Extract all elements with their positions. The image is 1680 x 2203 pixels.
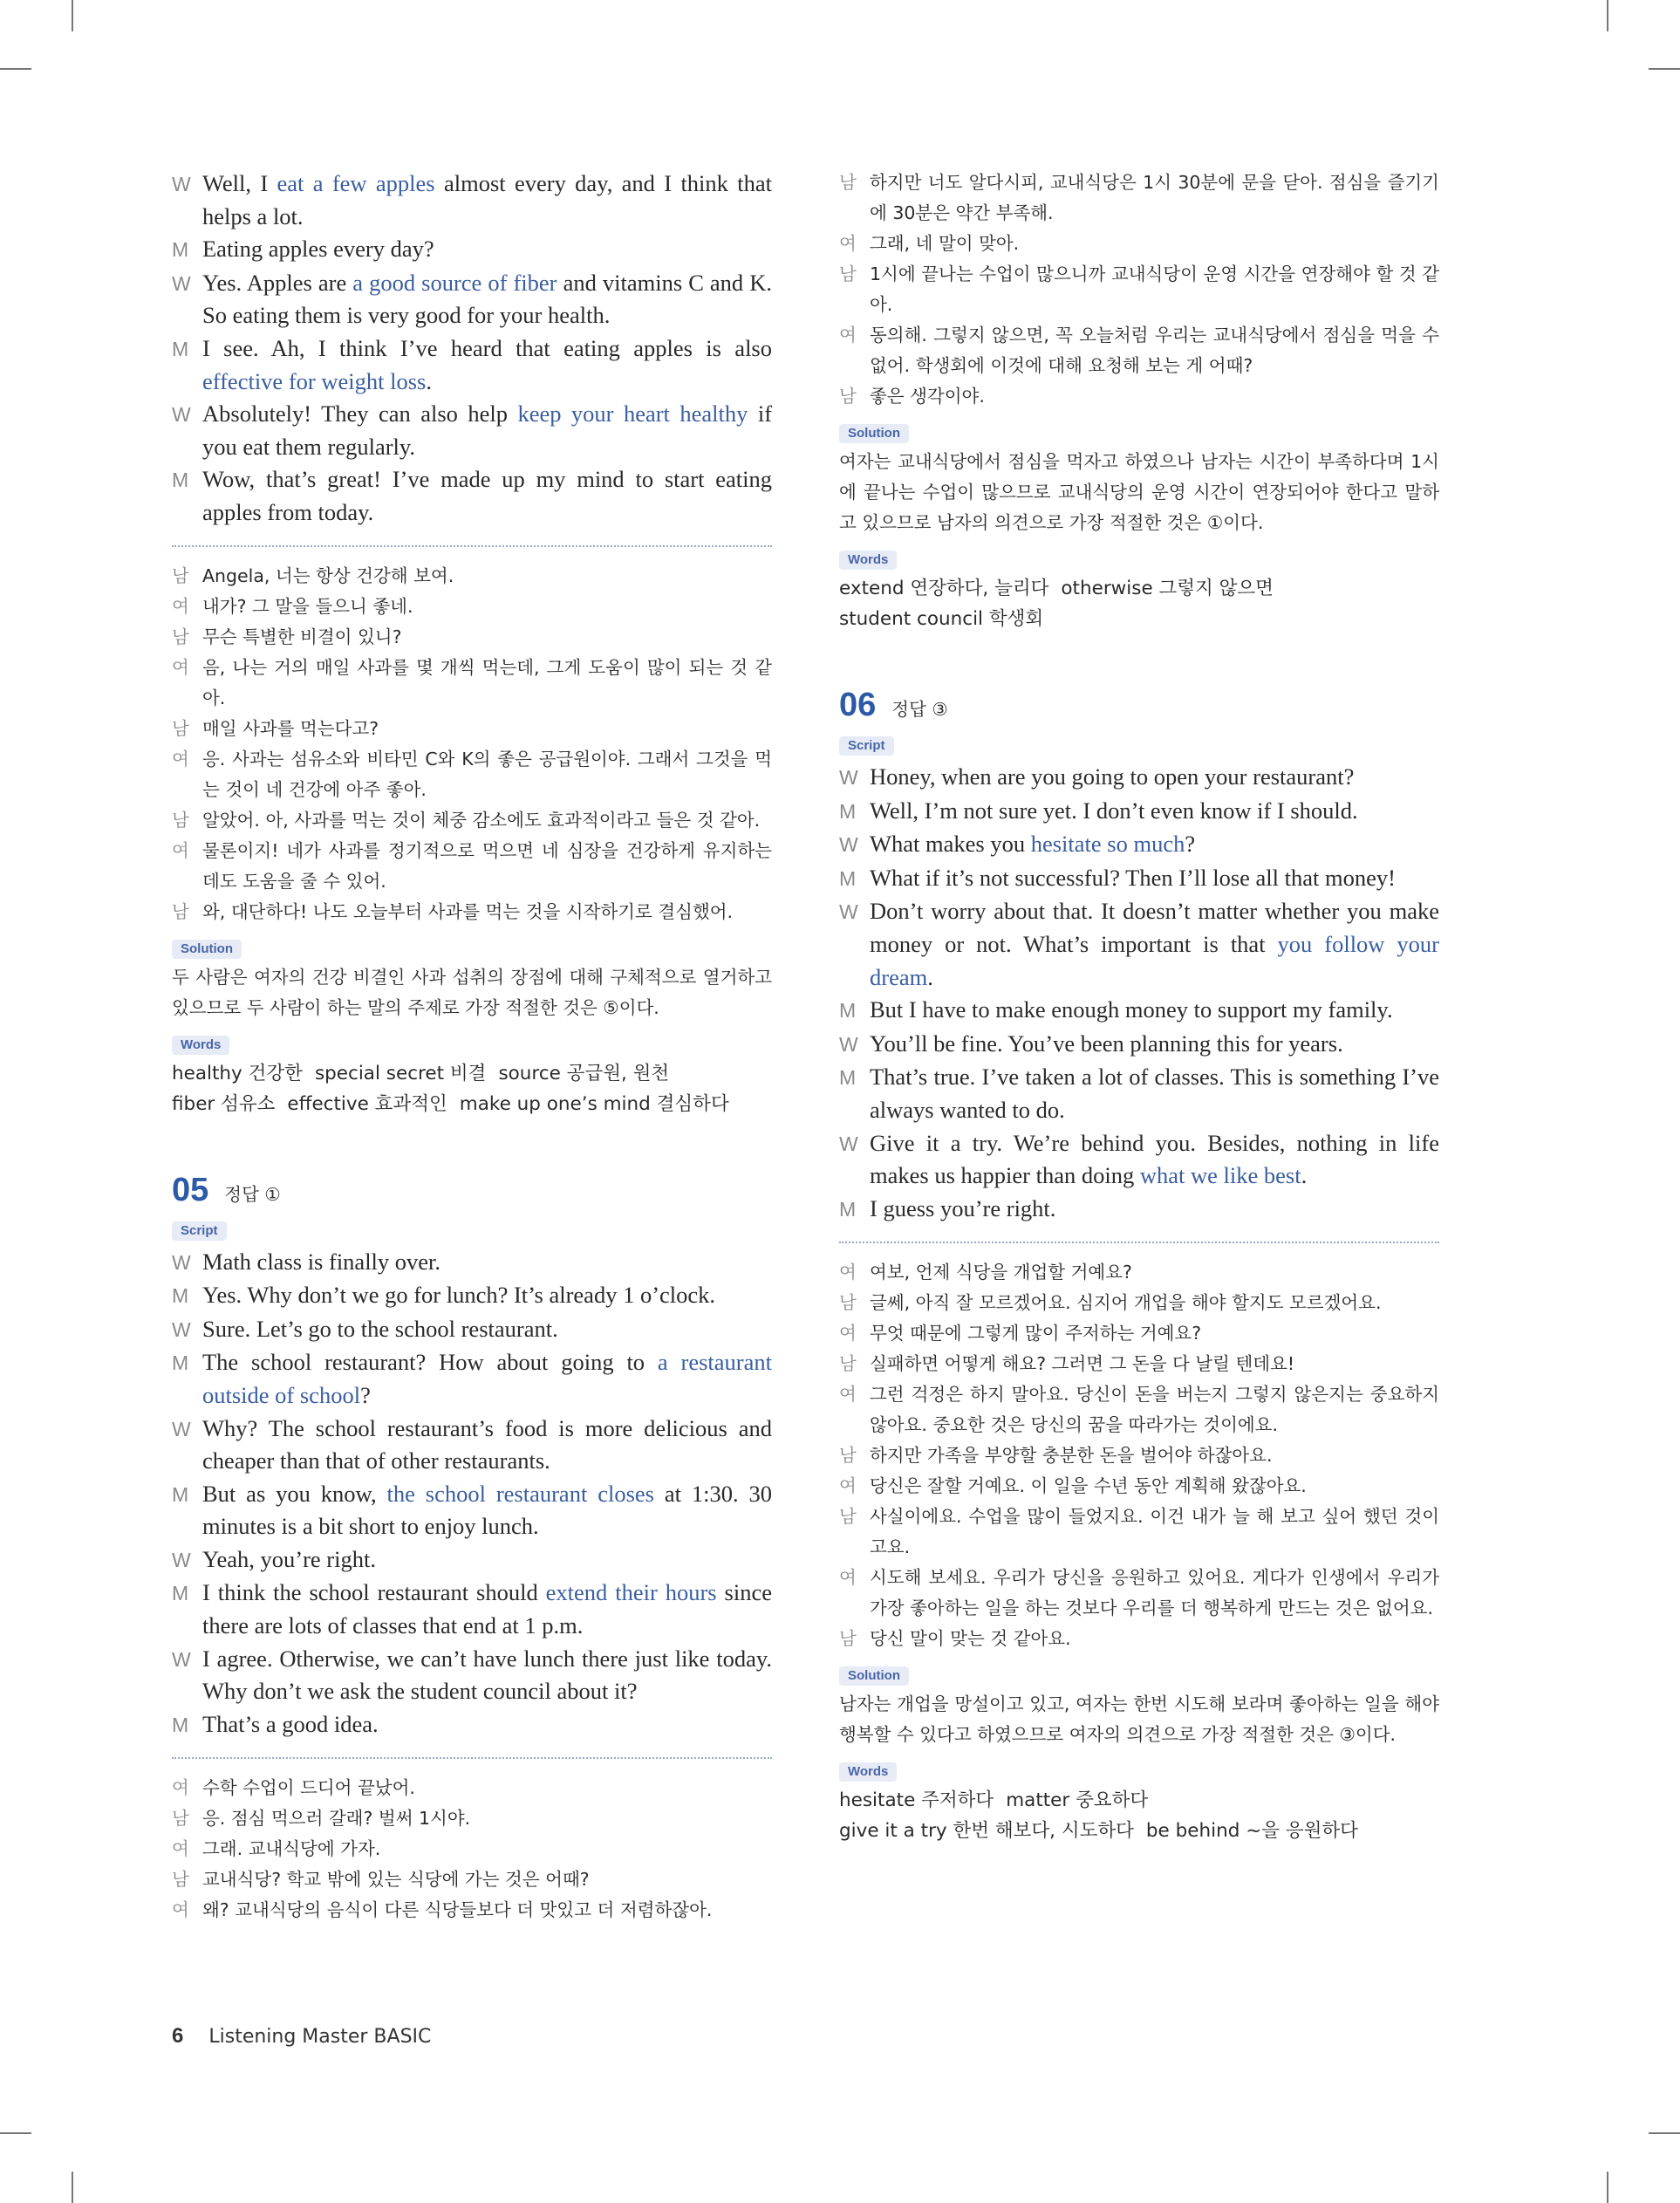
script-text (202, 463, 772, 529)
solution-tag: Solution (839, 424, 909, 443)
question-number: 05 (172, 1171, 209, 1208)
translation-text: 무엇 때문에 그렇게 많이 주저하는 거예요? (870, 1323, 1202, 1344)
script-line (839, 761, 1439, 795)
words-tag: Words (839, 1762, 897, 1782)
highlight-phrase: effective for weight loss (202, 367, 427, 394)
translation-text: 시도해 보세요. 우리가 당신을 응원하고 있어요. 게다가 인생에서 우리가 가장 좋아하는 일을 하는 것보다 우리를 더 행복하게 만드는 것은 없어요. (870, 1567, 1439, 1619)
text-run: Honey, when are you going to open your restaurant? (870, 763, 1355, 790)
highlight-phrase: hesitate so much (1030, 831, 1185, 858)
translation-continued (172, 561, 772, 927)
speaker-label: 남 (839, 1628, 857, 1650)
highlight-phrase: the school restaurant closes (386, 1480, 654, 1507)
text-run: That’s true. I’ve taken a lot of classes. This is something I’ve always wanted to do. (870, 1064, 1439, 1123)
text-run: That’s a good idea. (202, 1710, 379, 1737)
script-text (870, 1193, 1439, 1227)
words-row (839, 1785, 1439, 1816)
translation-line (839, 229, 1439, 259)
speaker-label: W (172, 1548, 191, 1571)
script-line (172, 463, 772, 529)
script-text (202, 1346, 772, 1412)
crop-mark (0, 68, 31, 70)
translation-line (172, 714, 772, 744)
speaker-label: 여 (172, 839, 189, 861)
highlight-phrase: extend their hours (545, 1579, 717, 1606)
text-run: What if it’s not successful? Then I’ll lose all that money! (870, 864, 1396, 891)
speaker-label: M (172, 469, 189, 492)
text-run: Why? The school restaurant’s food is more delicious and cheaper than that of other restaurants. (202, 1414, 772, 1474)
solution-text: 여자는 교내식당에서 점심을 먹자고 하였으나 남자는 시간이 부족하다며 1시에 끝나는 수업이 많으므로 교내식당의 운영 시간이 연장되어야 한다고 말하고 있으므로 남자의 의견으로 가장 적절한 것은 ①이다. (839, 451, 1439, 533)
text-run: I see. Ah, I think I’ve heard that eating apples is also (202, 334, 772, 361)
text-run: I guess you’re right. (870, 1194, 1056, 1221)
speaker-label: 남 (172, 717, 189, 739)
speaker-label: 여 (172, 656, 189, 678)
speaker-label: 남 (839, 386, 857, 407)
speaker-label: W (839, 1032, 858, 1056)
speaker-label: 남 (172, 1869, 189, 1891)
speaker-label: 여 (839, 233, 857, 254)
translation-line (172, 1773, 772, 1803)
speaker-label: 남 (839, 1353, 857, 1375)
text-run: Sure. Let’s go to the school restaurant. (202, 1315, 558, 1342)
speaker-label: W (172, 271, 191, 295)
speaker-label: W (839, 900, 858, 924)
word-entry: source 공급원, 원천 (498, 1062, 670, 1084)
crop-mark (1649, 2132, 1680, 2134)
left-column (172, 168, 772, 1926)
highlight-phrase: a good source of fiber (352, 269, 557, 296)
translation-text: 당신 말이 맞는 것 같아요. (870, 1628, 1071, 1650)
words-section (172, 1036, 772, 1119)
speaker-label: 여 (839, 325, 857, 346)
words-list (839, 573, 1439, 634)
answer-label: 정답 ③ (891, 699, 948, 720)
text-run: Give it a try. We’re behind you. Besides, nothing in life makes us happier than doing (870, 1129, 1439, 1189)
speaker-label: M (172, 1351, 189, 1375)
speaker-label: W (172, 1647, 191, 1671)
translation-text: 하지만 너도 알다시피, 교내식당은 1시 30분에 문을 닫아. 점심을 즐기기에 30분은 약간 부족해. (870, 172, 1439, 223)
script-line (172, 1346, 772, 1412)
text-run: ? (1185, 831, 1196, 858)
text-run: Absolutely! They can also help (202, 400, 518, 428)
text-run: if you eat them regularly. (202, 400, 773, 460)
translation-text: 음, 나는 거의 매일 사과를 몇 개씩 먹는데, 그게 도움이 많이 되는 것 같아. (202, 656, 772, 708)
text-run: Well, I’m not sure yet. I don’t even know if I should. (870, 797, 1358, 824)
question-number: 06 (839, 687, 877, 723)
crop-mark (1607, 2172, 1608, 2203)
translation-text: Angela, 너는 항상 건강해 보여. (202, 564, 454, 586)
script-text (202, 1246, 772, 1280)
crop-mark (1649, 68, 1680, 70)
speaker-label: M (172, 238, 189, 262)
text-run: Well, I (202, 170, 277, 196)
text-run: Yes. Why don’t we go for lunch? It’s already 1 o’clock. (202, 1282, 716, 1309)
highlight-phrase: eat a few apples (277, 170, 435, 196)
crop-mark (0, 2132, 31, 2134)
translation-text: 좋은 생각이야. (870, 386, 985, 407)
speaker-label: 남 (839, 263, 857, 284)
solution-tag: Solution (839, 1666, 909, 1686)
translation-text: 그런 걱정은 하지 말아요. 당신이 돈을 버는지 그렇지 않은지는 중요하지 않아요. 중요한 것은 당신의 꿈을 따라가는 것이에요. (870, 1384, 1439, 1436)
speaker-label: W (172, 1250, 191, 1274)
divider (172, 1757, 772, 1759)
translation-line (839, 1471, 1439, 1502)
speaker-label: 남 (172, 900, 189, 922)
translation-line (839, 1440, 1439, 1471)
script-text (870, 862, 1439, 896)
translation-text: 그래. 교내식당에 가자. (202, 1838, 381, 1860)
script-line (839, 895, 1439, 994)
word-entry: effective 효과적인 (287, 1092, 447, 1115)
translation-text: 그래, 네 말이 맞아. (870, 233, 1020, 254)
translation-text: 응. 점심 먹으러 갈래? 벌써 1시야. (202, 1808, 471, 1830)
translation-line (172, 744, 772, 805)
words-tag: Words (172, 1036, 229, 1055)
text-run: Wow, that’s great! I’ve made up my mind to start eating apples from today. (202, 466, 772, 525)
speaker-label: M (172, 1713, 189, 1736)
text-run: Eating apples every day? (202, 236, 434, 263)
translation-line (839, 1349, 1439, 1379)
crop-mark (1607, 0, 1608, 31)
words-row (172, 1089, 772, 1119)
translation-line (839, 320, 1439, 381)
question-header (839, 687, 1439, 724)
speaker-label: 여 (839, 1475, 857, 1497)
text-run: . (426, 367, 432, 394)
translation-line (172, 1895, 772, 1926)
script-line (172, 1413, 772, 1478)
words-section (839, 551, 1439, 634)
word-entry: be behind ~을 응원하다 (1145, 1820, 1358, 1843)
words-row (839, 604, 1439, 634)
text-run: . (1301, 1162, 1308, 1189)
speaker-label: 여 (172, 1899, 189, 1921)
word-entry: student council 학생회 (839, 608, 1044, 630)
divider (839, 1242, 1439, 1243)
translation-text: 동의해. 그렇지 않으면, 꼭 오늘처럼 우리는 교내식당에서 점심을 먹을 수 없어. 학생회에 이것에 대해 요청해 보는 게 어때? (870, 325, 1439, 376)
script (839, 761, 1439, 1226)
translation-line (839, 1288, 1439, 1318)
word-entry: make up one’s mind 결심하다 (459, 1092, 729, 1115)
text-run: I agree. Otherwise, we can’t have lunch there just like today. Why don’t we ask the student council about it? (202, 1645, 772, 1705)
script-line (172, 332, 772, 398)
answer-label: 정답 ① (224, 1183, 281, 1205)
translation-text: 왜? 교내식당의 음식이 다른 식당들보다 더 맛있고 더 저렴하잖아. (202, 1899, 713, 1921)
script-text (202, 398, 772, 463)
text-run: ? (360, 1381, 371, 1408)
word-entry: special secret 비결 (314, 1062, 487, 1084)
speaker-label: 여 (839, 1384, 857, 1406)
script-text (202, 1708, 772, 1742)
script-line (172, 1643, 772, 1708)
script-line (172, 398, 772, 463)
speaker-label: 여 (172, 595, 189, 617)
script-text (870, 895, 1439, 994)
translation-text: 실패하면 어떻게 해요? 그러면 그 돈을 다 날릴 텐데요! (870, 1353, 1295, 1375)
script-tag: Script (172, 1221, 227, 1241)
translation-text: 물론이지! 네가 사과를 정기적으로 먹으면 네 심장을 건강하게 유지하는 데도 도움을 줄 수 있어. (202, 839, 772, 892)
highlight-phrase: keep your heart healthy (517, 400, 748, 428)
speaker-label: M (839, 1197, 857, 1221)
script-text (202, 267, 772, 332)
solution-text: 두 사람은 여자의 건강 비결인 사과 섭취의 장점에 대해 구체적으로 열거하고 있으므로 두 사람이 하는 말의 주제로 가장 적절한 것은 ⑤이다. (172, 966, 772, 1018)
script-text (202, 1413, 772, 1478)
speaker-label: M (839, 866, 857, 890)
script-text (870, 761, 1439, 795)
solution-text: 남자는 개업을 망설이고 있고, 여자는 한번 시도해 보라며 좋아하는 일을 해야 행복할 수 있다고 하였으므로 여자의 의견으로 가장 적절한 것은 ③이다. (839, 1693, 1439, 1746)
speaker-label: M (172, 1284, 189, 1308)
words-section (839, 1762, 1439, 1846)
highlight-phrase: what we like best (1139, 1162, 1301, 1189)
translation-line (839, 1563, 1439, 1624)
speaker-label: 남 (839, 1506, 857, 1528)
script-text (202, 1313, 772, 1347)
speaker-label: W (172, 403, 191, 427)
word-entry: hesitate 주저하다 (839, 1789, 994, 1812)
translation-text: 응. 사과는 섬유소와 비타민 C와 K의 좋은 공급원이야. 그래서 그것을 먹는 것이 네 건강에 아주 좋아. (202, 748, 772, 800)
words-row (172, 1058, 772, 1089)
text-run: I think the school restaurant should (202, 1579, 546, 1606)
script-line (172, 267, 772, 332)
translation-text: 내가? 그 말을 들으니 좋네. (202, 595, 413, 617)
speaker-label: M (839, 1066, 857, 1090)
script-text (202, 233, 772, 267)
script-text (202, 1543, 772, 1577)
speaker-label: 남 (172, 564, 189, 586)
script-line (172, 1313, 772, 1347)
script-line (839, 1028, 1439, 1062)
translation-text: 알았어. 아, 사과를 먹는 것이 체중 감소에도 효과적이라고 들은 것 같아. (202, 809, 761, 831)
translation-line (839, 1502, 1439, 1563)
translation-line (172, 805, 772, 836)
script-text (870, 1028, 1439, 1062)
translation-line (839, 1624, 1439, 1654)
page-number: 6 (172, 2024, 184, 2048)
translation-line (839, 1257, 1439, 1288)
speaker-label: W (839, 833, 858, 857)
speaker-label: 여 (839, 1323, 857, 1344)
translation-line (172, 897, 772, 927)
translation-line (172, 836, 772, 897)
text-run: But as you know, (202, 1480, 387, 1507)
script-text (202, 1577, 772, 1642)
translation-line (839, 259, 1439, 320)
speaker-label: W (172, 1317, 191, 1341)
script-line (839, 795, 1439, 829)
translation-text: 와, 대단하다! 나도 오늘부터 사과를 먹는 것을 시작하기로 결심했어. (202, 900, 734, 922)
word-entry: give it a try 한번 해보다, 시도하다 (839, 1820, 1134, 1843)
script-line (172, 1279, 772, 1313)
text-run: You’ll be fine. You’ve been planning this for years. (870, 1030, 1343, 1057)
speaker-label: W (839, 766, 858, 789)
translation-text: 1시에 끝나는 수업이 많으니까 교내식당이 운영 시간을 연장해야 할 것 같아. (870, 263, 1439, 315)
script-line (839, 1061, 1439, 1126)
translation-text: 하지만 가족을 부양할 충분한 돈을 벌어야 하잖아요. (870, 1445, 1273, 1467)
speaker-label: W (172, 173, 191, 195)
speaker-label: M (839, 799, 857, 823)
speaker-label: 남 (172, 626, 189, 647)
text-run: But I have to make enough money to support my family. (870, 996, 1393, 1023)
text-run: and vitamins C and K. So eating them is very good for your health. (202, 269, 772, 329)
translation (839, 1257, 1439, 1654)
translation-text: 여보, 언제 식당을 개업할 거예요? (870, 1262, 1132, 1283)
translation-text: 당신은 잘할 거예요. 이 일을 수년 동안 계획해 왔잖아요. (870, 1475, 1307, 1497)
translation-text: 교내식당? 학교 밖에 있는 식당에 가는 것은 어때? (202, 1869, 590, 1891)
translation-text: 사실이에요. 수업을 많이 들었지요. 이건 내가 늘 해 보고 싶어 했던 것이고요. (870, 1506, 1439, 1558)
script-continued (172, 168, 772, 530)
text-run: Math class is finally over. (202, 1248, 441, 1275)
speaker-label: W (839, 1132, 858, 1155)
translation-line (172, 561, 772, 592)
divider (172, 545, 772, 547)
translation-line (172, 622, 772, 653)
text-run: The school restaurant? How about going to (202, 1349, 658, 1376)
page-footer (172, 2024, 431, 2049)
script-text (202, 332, 772, 398)
speaker-label: M (839, 999, 857, 1023)
translation-line (839, 168, 1439, 229)
translation-line (172, 653, 772, 714)
script-line (172, 1543, 772, 1577)
solution-section (839, 1666, 1439, 1750)
translation (172, 1773, 772, 1926)
words-row (839, 1816, 1439, 1846)
question-header (172, 1172, 772, 1209)
script-text (870, 795, 1439, 829)
script-text (870, 1061, 1439, 1126)
text-run: . (927, 963, 933, 990)
script-line (172, 1577, 772, 1642)
translation-line (172, 1803, 772, 1834)
translation-text: 무슨 특별한 비결이 있니? (202, 626, 402, 647)
solution-section (172, 940, 772, 1023)
right-column (839, 168, 1439, 1846)
words-list (172, 1058, 772, 1119)
text-run: Don’t worry about that. It doesn’t matter whether you make money or not. What’s important is that (870, 898, 1439, 957)
script-text (870, 1127, 1439, 1193)
speaker-label: 남 (839, 1445, 857, 1467)
script-tag: Script (839, 736, 894, 756)
script-text (870, 994, 1439, 1028)
speaker-label: 여 (172, 1838, 189, 1860)
script-line (839, 862, 1439, 896)
text-run: at 1:30. 30 minutes is a bit short to enjoy lunch. (202, 1480, 773, 1540)
words-tag: Words (839, 551, 897, 570)
speaker-label: 남 (839, 1292, 857, 1314)
script-line (839, 994, 1439, 1028)
text-run: What makes you (870, 831, 1031, 858)
translation-line (839, 1379, 1439, 1440)
crop-mark (72, 0, 73, 31)
word-entry: fiber 섬유소 (172, 1092, 276, 1115)
script-line (839, 1127, 1439, 1193)
translation-line (172, 1864, 772, 1895)
speaker-label: 남 (172, 809, 189, 831)
speaker-label: 남 (172, 1808, 189, 1830)
script-line (839, 1193, 1439, 1227)
translation-line (172, 1834, 772, 1864)
words-list (839, 1785, 1439, 1846)
speaker-label: 여 (839, 1567, 857, 1589)
script-line (172, 168, 772, 233)
translation-line (839, 381, 1439, 412)
speaker-label: M (172, 1582, 189, 1605)
word-entry: extend 연장하다, 늘리다 (839, 578, 1049, 599)
text-run: Yeah, you’re right. (202, 1545, 376, 1572)
translation-line (172, 592, 772, 622)
solution-section (839, 424, 1439, 538)
script-line (172, 1246, 772, 1280)
book-title: Listening Master BASIC (208, 2026, 432, 2048)
script-line (172, 233, 772, 267)
translation-text: 수학 수업이 드디어 끝났어. (202, 1777, 415, 1799)
highlight-phrase: a restaurant outside of school (202, 1349, 772, 1408)
script-line (172, 1478, 772, 1543)
crop-mark (72, 2172, 73, 2203)
solution-tag: Solution (172, 940, 242, 959)
speaker-label: 남 (839, 172, 857, 193)
script (172, 1246, 772, 1742)
speaker-label: W (172, 1417, 191, 1440)
speaker-label: M (172, 1482, 189, 1506)
script-text (202, 1279, 772, 1313)
script-text (202, 1478, 772, 1543)
translation-text: 매일 사과를 먹는다고? (202, 717, 379, 739)
text-run: Yes. Apples are (202, 269, 353, 296)
translation-line (839, 1318, 1439, 1349)
text-run: since there are lots of classes that end at 1 p.m. (202, 1579, 772, 1639)
script-text (870, 828, 1439, 862)
script-line (172, 1708, 772, 1742)
translation-continued (839, 168, 1439, 412)
speaker-label: 여 (172, 748, 189, 770)
script-text (202, 1643, 772, 1708)
highlight-phrase: you follow your dream (870, 930, 1439, 990)
speaker-label: 여 (839, 1262, 857, 1283)
script-line (839, 828, 1439, 862)
speaker-label: M (172, 337, 189, 360)
words-row (839, 573, 1439, 604)
word-entry: matter 중요하다 (1006, 1789, 1149, 1812)
word-entry: otherwise 그렇지 않으면 (1061, 578, 1274, 599)
speaker-label: 여 (172, 1777, 189, 1799)
translation-text: 글쎄, 아직 잘 모르겠어요. 심지어 개업을 해야 할지도 모르겠어요. (870, 1292, 1382, 1314)
text-run: almost every day, and I think that helps a lot. (202, 170, 772, 229)
script-text (202, 168, 772, 233)
word-entry: healthy 건강한 (172, 1062, 303, 1084)
